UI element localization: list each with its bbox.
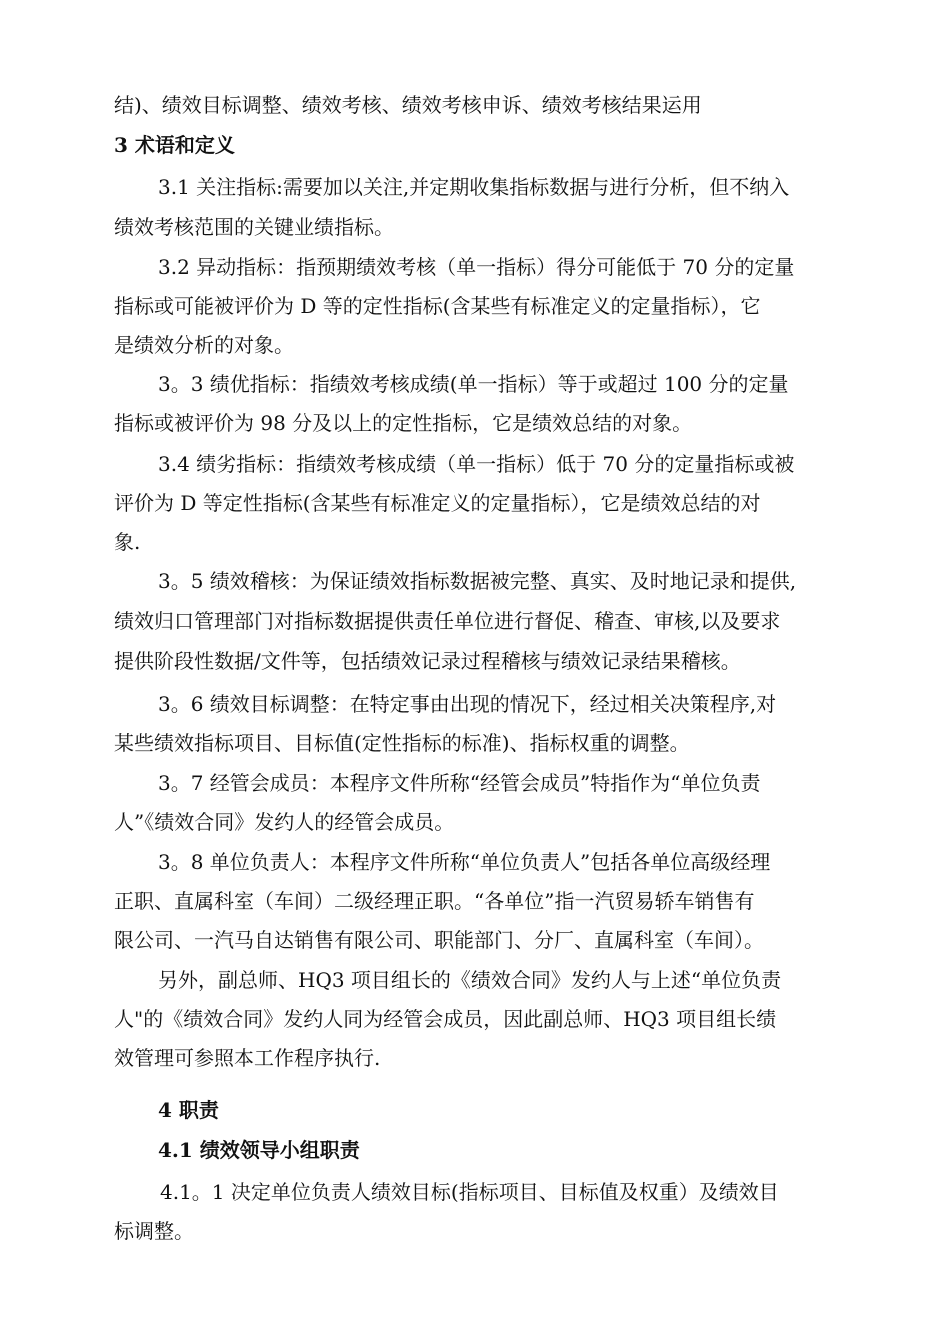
definition-paragraph-line: 限公司、一汽马自达销售有限公司、职能部门、分厂、直属科室（车间）。: [114, 928, 764, 952]
section-heading: 3 术语和定义: [114, 133, 235, 157]
definition-paragraph-line: 指标或可能被评价为 D 等的定性指标(含某些有标准定义的定量指标），它: [114, 294, 761, 318]
definition-paragraph-line: 绩效归口管理部门对指标数据提供责任单位进行督促、稽查、审核,以及要求: [114, 609, 781, 633]
definition-paragraph-line: 3.2 异动指标：指预期绩效考核（单一指标）得分可能低于 70 分的定量: [158, 255, 795, 279]
definition-paragraph-line: 3。5 绩效稽核：为保证绩效指标数据被完整、真实、及时地记录和提供,: [158, 569, 797, 593]
definition-paragraph-line: 提供阶段性数据/文件等，包括绩效记录过程稽核与绩效记录结果稽核。: [114, 649, 741, 673]
definition-paragraph-line: 效管理可参照本工作程序执行.: [114, 1046, 381, 1070]
definition-paragraph-line: 3。8 单位负责人：本程序文件所称“单位负责人”包括各单位高级经理: [158, 850, 771, 874]
definition-paragraph-line: 指标或被评价为 98 分及以上的定性指标，它是绩效总结的对象。: [114, 411, 693, 435]
duty-paragraph-line: 标调整。: [114, 1219, 194, 1243]
definition-paragraph-line: 3。3 绩优指标：指绩效考核成绩(单一指标）等于或超过 100 分的定量: [158, 372, 789, 396]
definition-paragraph-line: 3。7 经管会成员：本程序文件所称“经管会成员”特指作为“单位负责: [158, 771, 761, 795]
definition-paragraph-line: 3.1 关注指标:需要加以关注,并定期收集指标数据与进行分析，但不纳入: [158, 175, 790, 199]
duty-paragraph-line: 4.1。1 决定单位负责人绩效目标(指标项目、目标值及权重）及绩效目: [160, 1180, 779, 1204]
definition-paragraph-line: 象.: [114, 530, 141, 554]
definition-paragraph-line: 另外，副总师、HQ3 项目组长的《绩效合同》发约人与上述“单位负责: [158, 968, 782, 992]
definition-paragraph-line: 是绩效分析的对象。: [114, 333, 294, 357]
definition-paragraph-line: 绩效考核范围的关键业绩指标。: [114, 215, 394, 239]
definition-paragraph-line: 人"的《绩效合同》发约人同为经管会成员，因此副总师、HQ3 项目组长绩: [114, 1007, 777, 1031]
definition-paragraph-line: 3。6 绩效目标调整：在特定事由出现的情况下，经过相关决策程序,对: [158, 692, 777, 716]
subsection-heading: 4.1 绩效领导小组职责: [158, 1138, 360, 1162]
section-heading: 4 职责: [158, 1098, 219, 1122]
definition-paragraph-line: 某些绩效指标项目、目标值(定性指标的标准)、指标权重的调整。: [114, 731, 690, 755]
definition-paragraph-line: 人”《绩效合同》发约人的经管会成员。: [114, 810, 455, 834]
definition-paragraph-line: 评价为 D 等定性指标(含某些有标准定义的定量指标），它是绩效总结的对: [114, 491, 761, 515]
definition-paragraph-line: 3.4 绩劣指标：指绩效考核成绩（单一指标）低于 70 分的定量指标或被: [158, 452, 795, 476]
definition-paragraph-line: 正职、直属科室（车间）二级经理正职。“各单位”指一汽贸易轿车销售有: [114, 889, 755, 913]
body-text-line: 结)、绩效目标调整、绩效考核、绩效考核申诉、绩效考核结果运用: [114, 93, 702, 117]
